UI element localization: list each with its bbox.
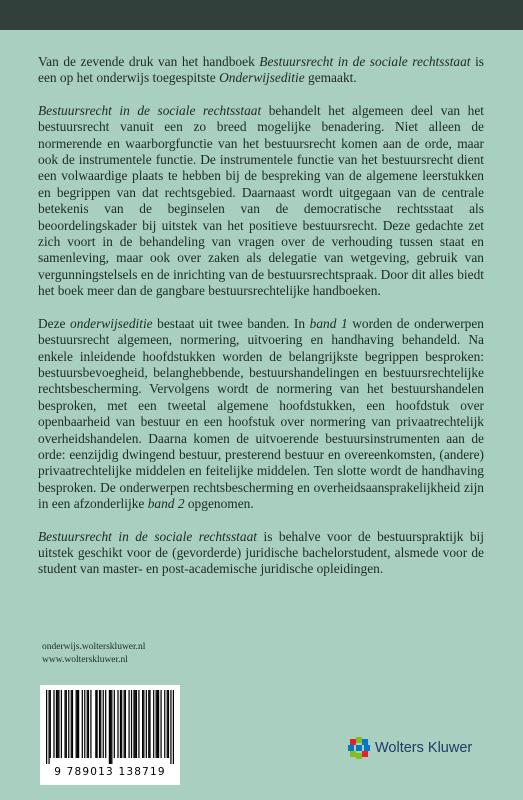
isbn-number: 9 789013 138719 bbox=[54, 766, 166, 778]
wolters-kluwer-logo-icon bbox=[348, 737, 370, 759]
publisher-urls bbox=[42, 641, 145, 666]
logo-text: Wolters Kluwer bbox=[375, 740, 473, 756]
intro-paragraph: Van de zevende druk van het handboek Bestuursrecht in de sociale rechtsstaat is een op het onderwijs toegespitste Onderwijseditie gemaakt. bbox=[38, 54, 485, 86]
contents-paragraph: Deze onderwijseditie bestaat uit twee banden. In band 1 worden de onderwerpen bestuursrecht algemeen, normering, uitvoering en handhaving behandeld. Na enkele inleidende hoofdstukken worden de belangrijkste begrippen besproken: bestuursbevoegheid, belanghebbende, bestuurshandelingen en bestuursrechtelijke rechtsbescherming. Vervolgens wordt de normering van het bestuurshandelen besproken, met een tweetal algemene hoofdstukken, een hoofdstuk over openbaarheid van bestuur en een hoofstuk over normering van privaatrechtelijk overheidshandelen. Daarna komen de uitvoerende bestuursinstrumenten aan de orde: eenzijdig dwingend bestuur, presterend bestuur en overeenkomsten, (andere) privaatrechtelijke middelen en feitelijke middelen. Ten slotte wordt de handhaving besproken. De onderwerpen rechtsbescherming en overheidsaansprakelijkheid zijn in een afzonderlijke band 2 opgenomen. bbox=[38, 315, 484, 512]
back-cover-text bbox=[38, 54, 484, 594]
isbn-barcode bbox=[40, 685, 180, 785]
audience-paragraph: Bestuursrecht in de sociale rechtsstaat is behalve voor de bestuurspraktijk bij uitstek geschikt voor de (gevorderde) juridische bachelorstudent, alsmede voor de student van master- en post-academische juridische opleidingen. bbox=[38, 528, 484, 577]
wolters-kluwer-logo bbox=[348, 735, 472, 761]
url-main: www.wolterskluwer.nl bbox=[42, 654, 128, 665]
top-color-band bbox=[0, 0, 523, 30]
description-paragraph: Bestuursrecht in de sociale rechtsstaat behandelt het algemeen deel van het bestuursrecht vanuit een zo breed mogelijke benadering. Niet alleen de normerende en waarborgfunctie van het bestuursrecht komen aan de orde, maar ook de instrumentele functie. De instrumentele functie van het bestuursrecht dient een volwaardige plaats te hebben bij de bespreking van de algemene leerstukken en begrippen van dat rechtsgebied. Daarnaast wordt uitgegaan van de centrale betekenis van de beginselen van de democratische rechtsstaat als beoordelingskader bij uitstek van het positieve bestuursrecht. Deze gedachte zet zich voort in de behandeling van vragen over de verhouding tussen staat en samenleving, maar ook over zaken als delegatie van wetgeving, gebruik van vergunningstelsels en de inrichting van de bestuursrechtspraak. Door dit alles biedt het boek meer dan de gangbare bestuursrechtelijke handboeken. bbox=[38, 102, 484, 299]
barcode-bars bbox=[46, 690, 174, 764]
url-onderwijs: onderwijs.wolterskluwer.nl bbox=[42, 642, 146, 652]
